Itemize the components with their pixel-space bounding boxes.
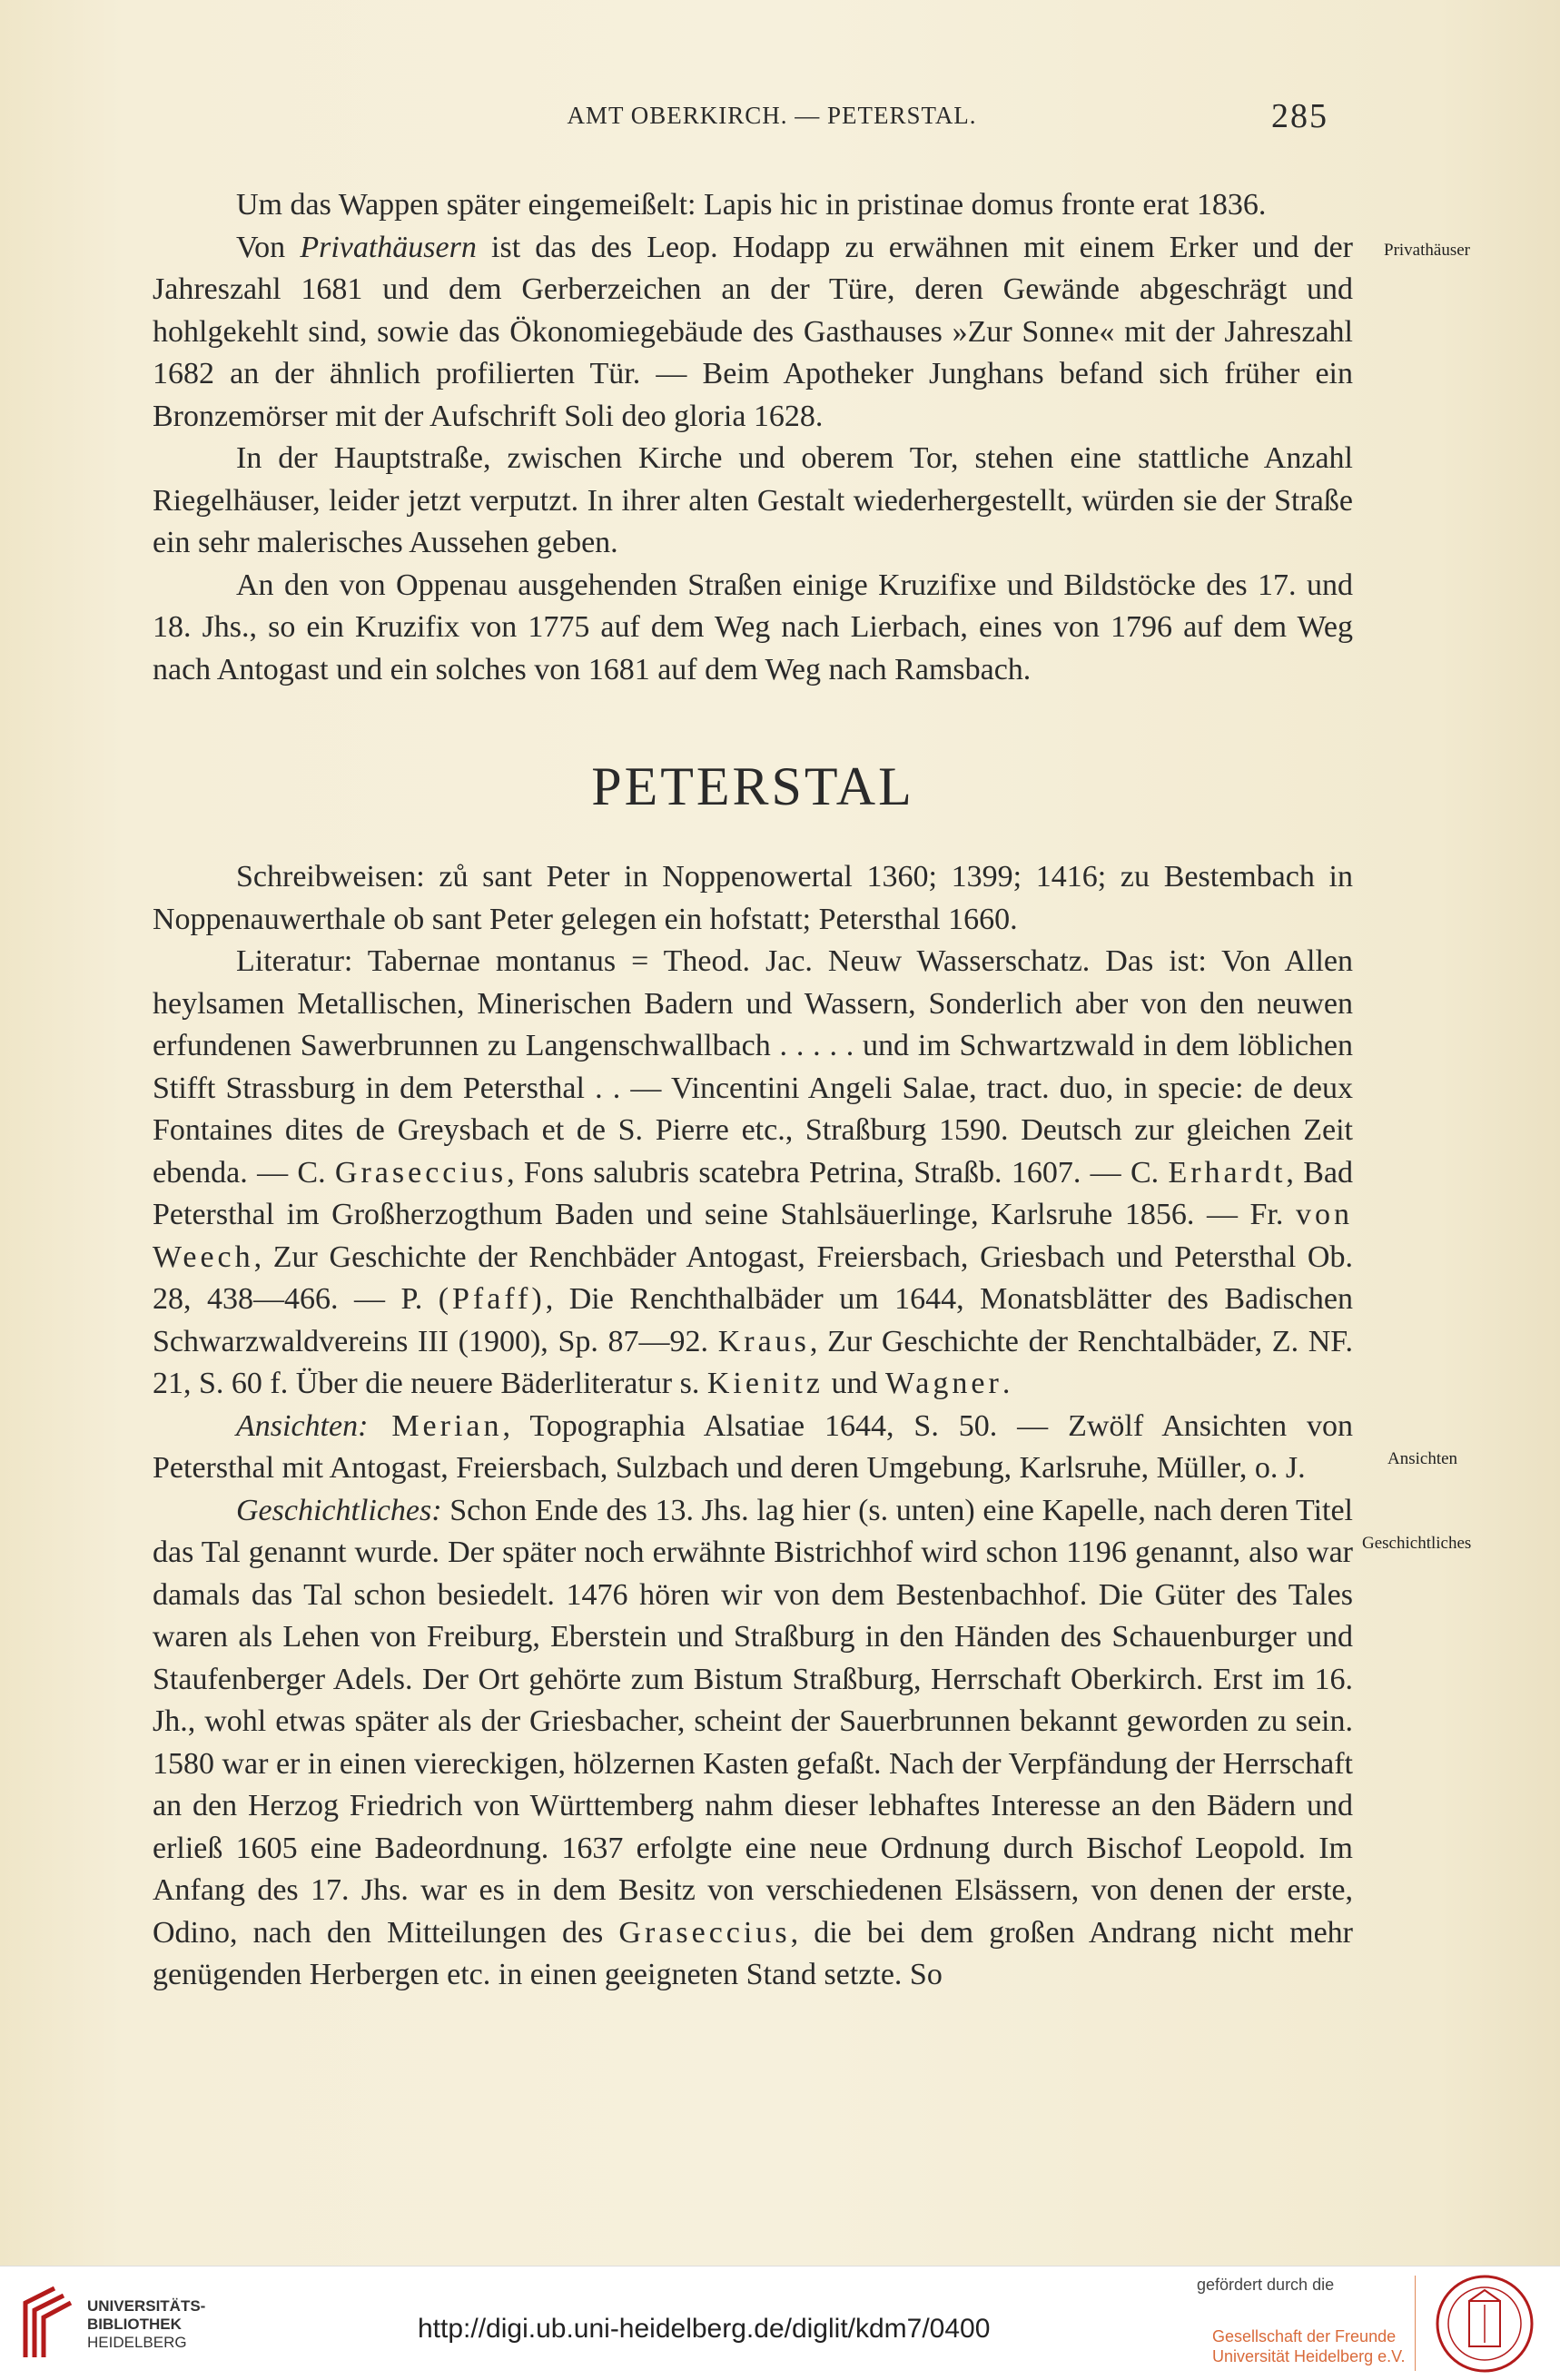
- sponsor-name: [1212, 2326, 1405, 2366]
- margin-note-privathaeuser: Privathäuser: [1384, 241, 1470, 260]
- text-block-oberkirch: [153, 184, 1353, 691]
- margin-note-ansichten: Ansichten: [1387, 1449, 1458, 1468]
- library-line: BIBLIOTHEK: [87, 2316, 182, 2333]
- paragraph-wappen: Um das Wappen später eingemeißelt: Lapis hic in pristinae domus fronte erat 1836.: [236, 188, 1267, 222]
- text-run: , Bad Petersthal im Großherzogthum Baden und seine Stahlsäuerlinge, Karlsruhe 1856. — Fr.: [153, 1155, 1353, 1231]
- page-number: 285: [1271, 97, 1328, 135]
- paragraph-privathaeuser: [153, 227, 1353, 439]
- author-name: von Weech: [153, 1198, 1353, 1274]
- library-name: [87, 2297, 205, 2352]
- paragraph-schreibweisen: Schreibweisen: zů sant Peter in Noppenowertal 1360; 1399; 1416; zu Bestembach in Noppenauwerthale ob sant Peter gelegen ein hofstatt; Petersthal 1660.: [153, 860, 1353, 936]
- italic-label: Ansichten:: [236, 1408, 369, 1443]
- author-name: Wagner: [884, 1367, 1002, 1400]
- library-line: UNIVERSITÄTS-: [87, 2297, 206, 2315]
- library-line: HEIDELBERG: [87, 2334, 187, 2351]
- text-run: ist das des Leop. Hodapp zu erwähnen mit einem Erker und der Jahreszahl 1681 und dem Gerberzeichen an der Türe, deren Gewände abgeschrägt und hohlgekehlt sind, sowie das Ökonomiegebäude des Gasthauses »Zur Sonne« mit der Jahreszahl 1682 an der ähnlich profilierten Tür. — Beim Apotheker Junghans befand sich früher ein Bronzemörser mit der Aufschrift Soli deo gloria 1628.: [153, 230, 1354, 433]
- paragraph-hauptstrasse: In der Hauptstraße, zwischen Kirche und oberem Tor, stehen eine stattliche Anzahl Riegelhäuser, leider jetzt verputzt. In ihrer alten Gestalt wiederhergestellt, würden sie der Straße ein sehr malerisches Aussehen geben.: [153, 441, 1353, 559]
- italic-label: Geschichtliches:: [236, 1493, 442, 1527]
- sponsor-line: Universität Heidelberg e.V.: [1212, 2347, 1406, 2365]
- text-block-peterstal: [153, 856, 1353, 1997]
- text-run: und: [823, 1367, 885, 1400]
- author-name: (Pfaff): [438, 1282, 546, 1316]
- margin-note-geschichtliches: Geschichtliches: [1362, 1534, 1472, 1553]
- author-name: Graseccius: [334, 1155, 508, 1190]
- italic-term: Privathäusern: [300, 230, 477, 264]
- text-run: Von: [236, 230, 301, 264]
- footer-divider: [1415, 2276, 1416, 2371]
- text-run: Schon Ende des 13. Jhs. lag hier (s. unten) eine Kapelle, nach deren Titel das Tal genannt wurde. Der später noch erwähnte Bistrichhof wird schon 1196 genannt, also war damals das Tal schon besiedelt. 1476 hören wir von dem Bestenbachhof. Die Güter des Tales waren als Lehen von Freiburg, Eberstein und Straßburg in den Händen des Schauenburger und Staufenberger Adels. Der Ort gehörte zum Bistum Straßburg, Herrschaft Oberkirch. Erst im 16. Jh., wohl etwas später als der Griesbacher, scheint der Sauerbrunnen bekannt geworden zu sein. 1580 war er in einen viereckigen, hölzernen Kasten gefaßt. Nach der Verpfändung der Herrschaft an den Herzog Friedrich von Württemberg nahm dieser lebhaftes Interesse an den Bädern und erließ 1605 eine Badeordnung. 1637 erfolgte eine neue Ordnung durch Bischof Leopold. Im Anfang des 17. Jhs. war es in dem Besitz von verschiedenen Elsässern, von denen der erste, Odino, nach den Mitteilungen des: [153, 1493, 1353, 1950]
- text-run: , Zur Geschichte der Renchtalbäder, Z. NF. 21, S. 60 f. Über die neuere Bäderliteratur s.: [153, 1324, 1353, 1400]
- section-title: PETERSTAL: [591, 756, 914, 816]
- sponsor-label: gefördert durch die: [1197, 2276, 1335, 2294]
- text-run: .: [1002, 1367, 1011, 1400]
- footer-bar: [0, 2266, 1560, 2380]
- author-name: Merian: [368, 1408, 503, 1443]
- text-run: , Topographia Alsatiae 1644, S. 50. — Zwölf Ansichten von Petersthal mit Antogast, Freiersbach, Sulzbach und deren Umgebung, Karlsruhe, Müller, o. J.: [153, 1408, 1354, 1485]
- author-name: Graseccius: [618, 1915, 791, 1950]
- author-name: Erhardt: [1168, 1155, 1287, 1190]
- author-name: Kraus: [717, 1324, 810, 1358]
- text-run: , Fons salubris scatebra Petrina, Straßb. 1607. — C.: [507, 1155, 1169, 1190]
- paragraph-ansichten: [153, 1406, 1353, 1490]
- paragraph-kruzifixe: An den von Oppenau ausgehenden Straßen einige Kruzifixe und Bildstöcke des 17. und 18. Jhs., so ein Kruzifix von 1775 auf dem Weg nach Lierbach, eines von 1796 auf dem Weg nach Antogast und ein solches von 1681 auf dem Weg nach Ramsbach.: [153, 568, 1353, 686]
- paragraph-geschichtliches: [153, 1490, 1353, 1997]
- paragraph-literatur: [153, 941, 1353, 1406]
- university-seal-icon: [1435, 2274, 1535, 2374]
- running-title: AMT OBERKIRCH. — PETERSTAL.: [567, 102, 977, 129]
- ub-logo-icon: [18, 2285, 74, 2363]
- text-run: , Zur Geschichte der Renchbäder Antogast, Freiersbach, Griesbach und Petersthal Ob. 28, 438—466. — P.: [153, 1239, 1353, 1316]
- sponsor-line: Gesellschaft der Freunde: [1212, 2327, 1397, 2345]
- author-name: Kienitz: [706, 1367, 824, 1400]
- text-run: , Die Renchthalbäder um 1644, Monatsblätter des Badischen Schwarzwaldvereins III (1900), Sp. 87—92.: [153, 1282, 1353, 1358]
- text-run: Literatur: Tabernae montanus = Theod. Jac. Neuw Wasserschatz. Das ist: Von Allen heylsamen Metallischen, Minerischen Badern und Wassern, Sonderlich aber von den neuwen erfundenen Sawerbrunnen zu Langenschwallbach . . . . . und im Schwartzwald in dem löblichen Stifft Strassburg in dem Petersthal . . — Vincentini Angeli Salae, tract. duo, in specie: de deux Fontaines dites de Greysbach et de S. Pierre etc., Straßburg 1590. Deutsch zur gleichen Zeit ebenda. — C.: [153, 944, 1353, 1190]
- text-run: , die bei dem großen Andrang nicht mehr genügenden Herbergen etc. in einen geeigneten Stand setzte. So: [153, 1915, 1353, 1991]
- permalink-url[interactable]: http://digi.ub.uni-heidelberg.de/diglit/kdm7/0400: [418, 2314, 991, 2344]
